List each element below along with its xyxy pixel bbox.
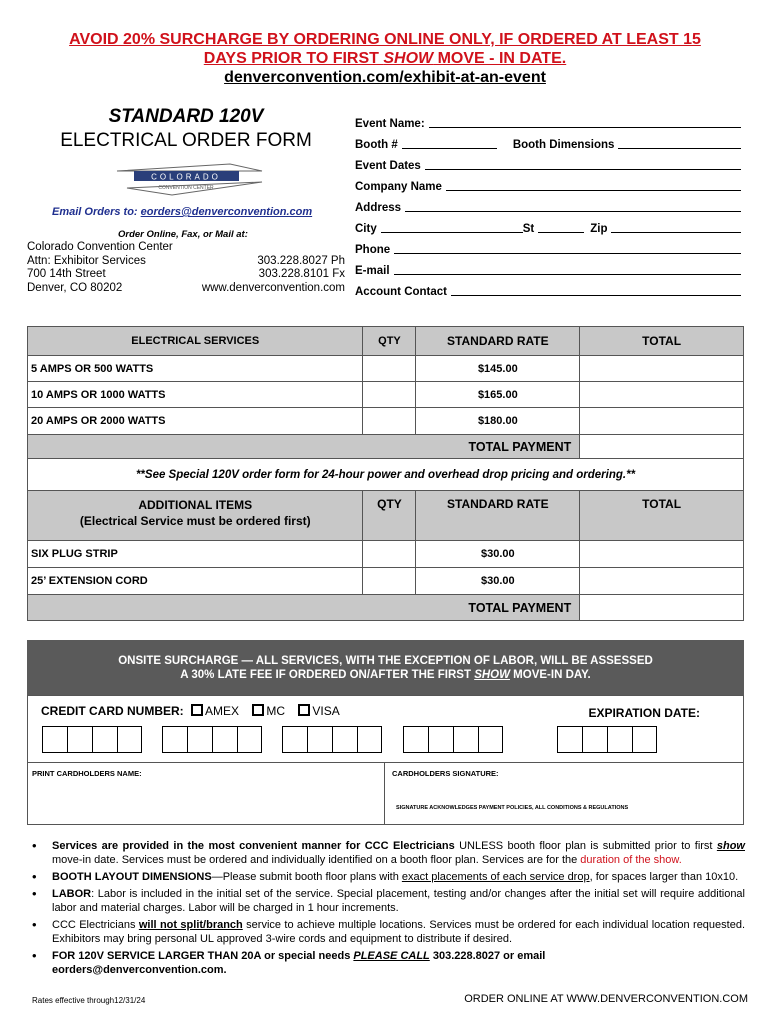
event-dates-field[interactable]: Event Dates — [355, 151, 741, 172]
policy-notes — [30, 839, 745, 980]
mc-checkbox[interactable] — [252, 704, 264, 716]
qty-input[interactable] — [363, 356, 416, 382]
banner-line-2: DAYS PRIOR TO FIRST SHOW MOVE - IN DATE. — [203, 50, 567, 67]
card-number-group-4[interactable] — [403, 726, 503, 753]
mailing-address: Colorado Convention Center Attn: Exhibitor Services 303.228.8027 Ph 700 14th Street 303.228.8101 Fx Denver, CO 80202 www.denverconvention.com — [27, 241, 345, 294]
svg-text:COLORADO: COLORADO — [151, 172, 221, 182]
banner-line-1: AVOID 20% SURCHARGE BY ORDERING ONLINE ONLY, IF ORDERED AT LEAST 15 — [69, 31, 701, 48]
total-input[interactable] — [580, 408, 744, 435]
colorado-convention-center-logo — [112, 162, 267, 198]
table-row: 5 AMPS OR 500 WATTS $145.00 — [28, 356, 744, 382]
qty-input[interactable] — [363, 408, 416, 435]
total-input[interactable] — [580, 568, 744, 595]
address-field[interactable]: Address — [355, 193, 741, 214]
total-payment-input[interactable] — [580, 435, 744, 459]
form-title: STANDARD 120V ELECTRICAL ORDER FORM — [60, 106, 312, 151]
exhibitor-info-fields — [355, 109, 741, 298]
total-input[interactable] — [580, 382, 744, 408]
order-online-footer[interactable]: ORDER ONLINE AT WWW.DENVERCONVENTION.COM — [464, 993, 748, 1005]
qty-input[interactable] — [363, 382, 416, 408]
qty-input[interactable] — [363, 541, 416, 568]
additional-items-table: ADDITIONAL ITEMS (Electrical Service must be ordered first) QTY STANDARD RATE TOTAL SIX PLUG STRIP $30.00 25’ EXTENSION CORD $30.00 TOTAL PAYMENT — [27, 490, 744, 621]
website-link[interactable]: www.denverconvention.com — [201, 281, 345, 294]
surcharge-banner — [0, 30, 770, 87]
table-row: 20 AMPS OR 2000 WATTS $180.00 — [28, 408, 744, 435]
list-item: • FOR 120V SERVICE LARGER THAN 20A or special needs PLEASE CALL 303.228.8027 or email eorders@denverconvention.com. — [30, 949, 745, 977]
card-number-group-2[interactable] — [162, 726, 262, 753]
qty-input[interactable] — [363, 568, 416, 595]
onsite-surcharge-notice: ONSITE SURCHARGE — ALL SERVICES, WITH THE EXCEPTION OF LABOR, WILL BE ASSESSED A 30% LATE FEE IF ORDERED ON/AFTER THE FIRST SHOW MOVE-IN DAY. — [27, 640, 744, 695]
email-orders: Email Orders to: eorders@denverconvention.com — [52, 206, 313, 218]
total-input[interactable] — [580, 541, 744, 568]
total-payment-input[interactable] — [580, 595, 744, 621]
email-link[interactable]: eorders@denverconvention.com — [140, 206, 313, 218]
svg-text:CONVENTION CENTER: CONVENTION CENTER — [158, 185, 214, 191]
email-field[interactable]: E-mail — [355, 256, 741, 277]
table-row: 25’ EXTENSION CORD $30.00 — [28, 568, 744, 595]
card-number-group-3[interactable] — [282, 726, 382, 753]
list-item: • Services are provided in the most convenient manner for CCC Electricians UNLESS booth floor plan is submitted prior to first show move-in date. Services must be ordered and individually identified on a booth floor plan. Services are for the duration of the show. — [30, 839, 745, 867]
table-row: 10 AMPS OR 1000 WATTS $165.00 — [28, 382, 744, 408]
credit-card-section: CREDIT CARD NUMBER: AMEX MC VISA EXPIRATION DATE: — [27, 695, 744, 763]
phone-field[interactable]: Phone — [355, 235, 741, 256]
booth-field[interactable]: Booth # Booth Dimensions — [355, 130, 741, 151]
list-item: • BOOTH LAYOUT DIMENSIONS—Please submit booth floor plans with exact placements of each service drop, for spaces larger than 10x10. — [30, 870, 745, 884]
signature-section — [27, 763, 744, 825]
cardholder-name-field[interactable]: PRINT CARDHOLDERS NAME: — [28, 763, 385, 824]
expiration-date-label: EXPIRATION DATE: — [588, 706, 700, 720]
signature-ack: SIGNATURE ACKNOWLEDGES PAYMENT POLICIES, ALL CONDITIONS & REGULATIONS — [396, 805, 629, 811]
company-name-field[interactable]: Company Name — [355, 172, 741, 193]
city-st-zip-field[interactable]: City St Zip — [355, 214, 741, 235]
card-number-group-1[interactable] — [42, 726, 142, 753]
event-name-field[interactable]: Event Name: — [355, 109, 741, 130]
total-payment-label: TOTAL PAYMENT — [28, 435, 580, 459]
signature-label: CARDHOLDERS SIGNATURE: — [392, 769, 499, 778]
table-row: SIX PLUG STRIP $30.00 — [28, 541, 744, 568]
expiration-date-input[interactable] — [557, 726, 657, 753]
order-online-label: Order Online, Fax, or Mail at: — [118, 229, 248, 240]
amex-checkbox[interactable] — [191, 704, 203, 716]
total-payment-label: TOTAL PAYMENT — [28, 595, 580, 621]
list-item: • CCC Electricians will not split/branch service to achieve multiple locations. Services must be ordered for each individual location requested. Exhibitors may bring personal UL approved 3-wire cords and equipment to distribute if desired. — [30, 918, 745, 946]
special-order-note: **See Special 120V order form for 24-hour power and overhead drop pricing and ordering.** — [28, 459, 744, 491]
visa-checkbox[interactable] — [298, 704, 310, 716]
total-input[interactable] — [580, 356, 744, 382]
rates-effective: Rates effective through12/31/24 — [32, 996, 146, 1005]
list-item: • LABOR: Labor is included in the initial set of the service. Special placement, testing and/or changes after the initial set will require additional labor and material charges. Labor will be charged in 1 hour increments. — [30, 887, 745, 915]
electrical-services-table: ELECTRICAL SERVICES QTY STANDARD RATE TOTAL 5 AMPS OR 500 WATTS $145.00 10 AMPS OR 1000 WATTS $165.00 20 AMPS OR 2000 WATTS $180.00 TOTAL PAYMENT **See Special 120V order form for 24-hour power and overhead drop pricing and ordering.** — [27, 326, 744, 491]
exhibit-link[interactable]: denverconvention.com/exhibit-at-an-event — [224, 69, 546, 86]
account-contact-field[interactable]: Account Contact — [355, 277, 741, 298]
